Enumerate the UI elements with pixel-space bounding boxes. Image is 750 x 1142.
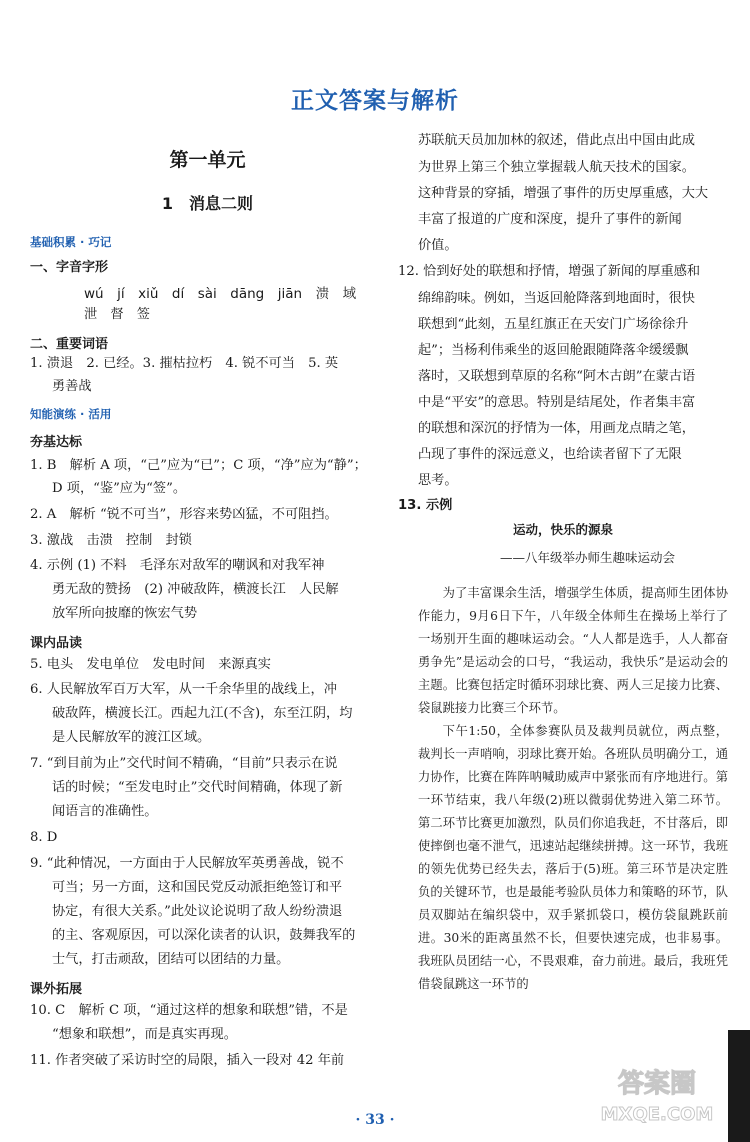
essay-body — [418, 582, 728, 996]
watermark-url: MXQE.COM — [600, 1104, 714, 1125]
unit-title: 第一单元 — [169, 149, 246, 171]
q7-line-1: 7. “到目前为止”交代时间不精确，“目前”只表示在说 — [30, 756, 338, 771]
ci-line-1: 1. 溃退 2. 已经。3. 摧枯拉朽 4. 锐不可当 5. 英 — [30, 356, 339, 371]
q12-line-8: 凸现了事件的深远意义，也给读者留下了无限 — [418, 447, 682, 462]
page-edge-tab — [728, 1030, 750, 1142]
heading-kn: 课内品读 — [30, 636, 83, 651]
page-number: · 33 · — [355, 1112, 395, 1128]
lesson-title: 1 消息二则 — [161, 194, 254, 213]
ci-line-2: 勇善战 — [52, 379, 92, 394]
heading-ci: 二、重要词语 — [30, 337, 109, 352]
q2-line: 2. A 解析 “锐不可当”，形容来势凶猛，不可阻挡。 — [30, 507, 338, 522]
q12-line-2: 绵绵韵味。例如，当返回舱降落到地面时，很快 — [418, 291, 695, 306]
heading-jc: 夯基达标 — [30, 435, 83, 450]
q10-line-1: 10. C 解析 C 项，“通过这样的想象和联想”错，不是 — [30, 1003, 348, 1018]
q1-line-1: 1. B 解析 A 项，“己”应为“已”；C 项，“净”应为“静”； — [30, 458, 367, 473]
q9-line-3: 协定，有很大关系。”此处议论说明了敌人纷纷溃退 — [52, 904, 343, 919]
q13-label: 13. 示例 — [398, 498, 453, 513]
r-line-1: 苏联航天员加加林的叙述，借此点出中国由此成 — [418, 133, 695, 148]
q12-line-7: 的联想和深沉的抒情为一体，用画龙点睛之笔， — [418, 421, 695, 436]
essay-paragraph-1: 为了丰富课余生活，增强学生体质，提高师生团体协作能力，9月6日下午，八年级全体师生在操场上举行了一场别开生面的趣味运动会。“人人都是选手，人人都奋勇争先”是运动会的口号，“我运动，我快乐”是运动会的主题。比赛包括定时循环羽球比赛、两人三足接力比赛、袋鼠跳接力比赛三个环节。 — [418, 586, 728, 715]
page-title: 正文答案与解析 — [291, 88, 459, 114]
pinyin-line-2: 泄 督 签 — [84, 307, 150, 322]
watermark-text: 答案圈 — [617, 1069, 697, 1099]
watermark-logo — [592, 1060, 722, 1130]
q9-line-1: 9. “此种情况，一方面由于人民解放军英勇善战，锐不 — [30, 856, 344, 871]
r-line-2: 为世界上第三个独立掌握载人航天技术的国家。 — [418, 160, 695, 175]
q9-line-5: 士气，打击顽敌，团结可以团结的力量。 — [52, 952, 290, 967]
q3-line: 3. 激战 击溃 控制 封锁 — [30, 533, 192, 548]
q11-line: 11. 作者突破了采访时空的局限，插入一段对 42 年前 — [30, 1053, 345, 1068]
q8-line: 8. D — [30, 830, 58, 845]
q7-line-2: 话的时候；“至发电时止”交代时间精确，体现了新 — [52, 780, 343, 795]
essay-subtitle: ——八年级举办师生趣味运动会 — [500, 550, 676, 565]
q6-line-3: 是人民解放军的渡江区域。 — [52, 730, 211, 745]
q12-line-5: 落时，又联想到草原的名称“阿木古朗”在蒙古语 — [418, 369, 696, 384]
q6-line-2: 破敌阵，横渡长江。西起九江(不含)，东至江阴，均 — [52, 706, 353, 721]
q12-line-3: 联想到“此刻，五星红旗正在天安门广场徐徐升 — [418, 317, 689, 332]
q10-line-2: “想象和联想”，而是真实再现。 — [52, 1027, 237, 1042]
heading-zi: 一、字音字形 — [30, 260, 109, 275]
r-line-5: 价值。 — [418, 238, 458, 253]
heading-kw: 课外拓展 — [30, 982, 83, 997]
q7-line-3: 闻语言的准确性。 — [52, 804, 158, 819]
q6-line-1: 6. 人民解放军百万大军，从一千余华里的战线上，冲 — [30, 682, 337, 697]
q1-line-2: D 项，“鉴”应为“签”。 — [52, 481, 187, 496]
essay-title: 运动，快乐的源泉 — [512, 522, 613, 537]
q4-line-3: 放军所向披靡的恢宏气势 — [52, 606, 198, 621]
essay-paragraph-2: 下午1:50，全体参赛队员及裁判员就位，两点整，裁判长一声哨响，羽球比赛开始。各班队员明确分工，通力协作，比赛在阵阵呐喊助威声中紧张而有序地进行。第一环节结束，我八年级(2)班以微弱优势进入第二环节。第二环节比赛更加激烈，队员们你追我赶，不甘落后，即使摔倒也毫不泄气，迅速站起继续拼搏。这一环节，我班的领先优势已经失去，落后于(5)班。第三环节是决定胜负的关键环节，也是最能考验队员体力和策略的环节，队员双脚站在编织袋中，双手紧抓袋口，模仿袋鼠跳跃前进。30米的距离虽然不长，但要快速完成，也非易事。我班队员团结一心，不畏艰难，奋力前进。最后，我班凭借袋鼠跳这一环节的 — [418, 724, 728, 991]
q12-line-9: 思考。 — [418, 473, 458, 488]
q4-line-1: 4. 示例 (1) 不料 毛泽东对敌军的嘲讽和对我军神 — [30, 558, 325, 573]
q9-line-4: 的主、客观原因，可以深化读者的认识，鼓舞我军的 — [52, 928, 356, 943]
pinyin-line: wú jí xiǔ dí sài dāng jiān 溃 域 — [84, 286, 357, 302]
q12-line-4: 起”；当杨利伟乘坐的返回舱跟随降落伞缓缓飘 — [418, 343, 689, 358]
q9-line-2: 可当；另一方面，这和国民党反动派拒绝签订和平 — [52, 880, 343, 895]
q12-line-6: 中是“平安”的意思。特别是结尾处，作者集丰富 — [418, 395, 696, 410]
q5-line: 5. 电头 发电单位 发电时间 来源真实 — [30, 657, 271, 672]
section-basic: 基础积累 · 巧记 — [30, 235, 112, 249]
section-practice: 知能演练 · 活用 — [30, 407, 112, 421]
q4-line-2: 勇无敌的赞扬 (2) 冲破敌阵，横渡长江 人民解 — [52, 582, 339, 597]
q12-line-1: 12. 恰到好处的联想和抒情，增强了新闻的厚重感和 — [398, 264, 701, 279]
r-line-4: 丰富了报道的广度和深度，提升了事件的新闻 — [418, 212, 682, 227]
r-line-3: 这种背景的穿插，增强了事件的历史厚重感，大大 — [418, 186, 709, 201]
